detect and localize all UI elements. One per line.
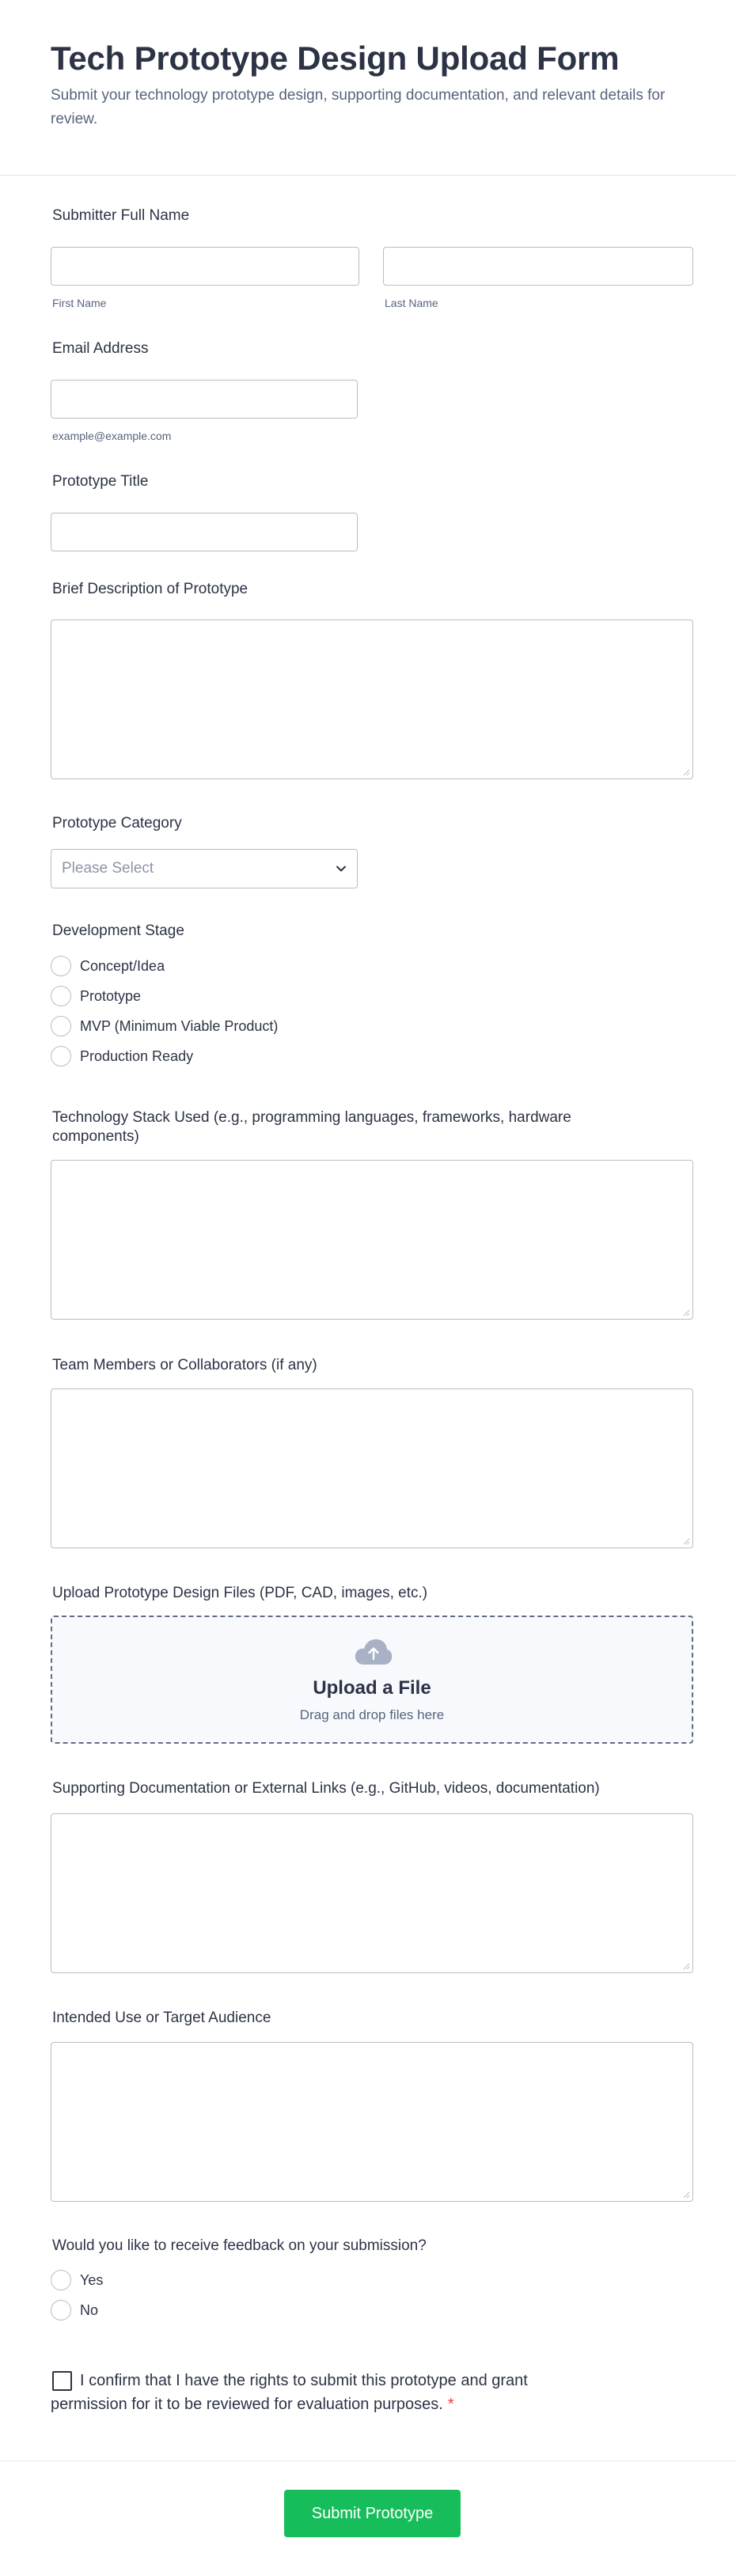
- last-name-sublabel: Last Name: [385, 297, 438, 309]
- supporting-docs-textarea[interactable]: [51, 1813, 693, 1973]
- category-select-value: Please Select: [62, 860, 154, 877]
- upload-title: Upload a File: [313, 1677, 431, 1699]
- category-label: Prototype Category: [52, 815, 182, 832]
- radio-label: MVP (Minimum Viable Product): [80, 1018, 279, 1034]
- email-sublabel: example@example.com: [52, 430, 172, 442]
- resize-grip-icon[interactable]: [682, 1537, 690, 1545]
- resize-grip-icon[interactable]: [682, 1962, 690, 1970]
- footer-divider: [0, 2460, 736, 2461]
- radio-label: No: [80, 2302, 99, 2318]
- description-textarea[interactable]: [51, 619, 693, 779]
- feedback-label: Would you like to receive feedback on your submission?: [52, 2237, 427, 2254]
- confirm-rights-label-line1: I confirm that I have the rights to submit this prototype and grant: [80, 2372, 528, 2389]
- tech-stack-label-line2: components): [52, 1128, 139, 1145]
- form-subtitle: Submit your technology prototype design, supporting documentation, and relevant details for review.: [51, 87, 666, 127]
- last-name-input[interactable]: [383, 247, 693, 286]
- prototype-title-label: Prototype Title: [52, 473, 149, 490]
- first-name-sublabel: First Name: [52, 297, 107, 309]
- required-mark: *: [447, 2396, 454, 2413]
- chevron-down-icon: [333, 861, 349, 877]
- description-label: Brief Description of Prototype: [52, 581, 248, 597]
- tech-stack-label-line1: Technology Stack Used (e.g., programming languages, frameworks, hardware: [52, 1109, 571, 1126]
- radio-button[interactable]: [51, 1016, 71, 1036]
- radio-button[interactable]: [51, 956, 71, 976]
- radio-label: Prototype: [80, 988, 142, 1004]
- form-header: [0, 0, 736, 176]
- team-members-textarea[interactable]: [51, 1388, 693, 1548]
- team-members-label: Team Members or Collaborators (if any): [52, 1357, 317, 1373]
- radio-button[interactable]: [51, 1046, 71, 1066]
- intended-use-textarea[interactable]: [51, 2042, 693, 2202]
- confirm-rights-label-line2: [51, 2396, 454, 2414]
- resize-grip-icon[interactable]: [682, 2191, 690, 2199]
- submitter-name-label: Submitter Full Name: [52, 207, 190, 224]
- supporting-docs-label: Supporting Documentation or External Links (e.g., GitHub, videos, documentation): [52, 1780, 600, 1797]
- radio-label: Yes: [80, 2272, 104, 2288]
- email-field[interactable]: [51, 380, 358, 419]
- file-upload-dropzone[interactable]: [51, 1616, 693, 1744]
- development-stage-label: Development Stage: [52, 922, 184, 939]
- submit-button[interactable]: Submit Prototype: [284, 2490, 461, 2537]
- tech-stack-textarea[interactable]: [51, 1160, 693, 1320]
- radio-label: Production Ready: [80, 1048, 194, 1064]
- first-name-input[interactable]: [51, 247, 359, 286]
- upload-label: Upload Prototype Design Files (PDF, CAD, images, etc.): [52, 1585, 428, 1601]
- radio-button[interactable]: [51, 2300, 71, 2320]
- cloud-upload-icon: [354, 1638, 393, 1666]
- upload-hint: Drag and drop files here: [299, 1707, 445, 1722]
- email-label: Email Address: [52, 340, 149, 357]
- category-select[interactable]: [51, 849, 358, 888]
- radio-button[interactable]: [51, 2270, 71, 2290]
- radio-button[interactable]: [51, 986, 71, 1006]
- resize-grip-icon[interactable]: [682, 768, 690, 776]
- prototype-title-input[interactable]: [51, 513, 358, 551]
- radio-label: Concept/Idea: [80, 958, 165, 974]
- form-title: Tech Prototype Design Upload Form: [51, 40, 620, 77]
- confirm-rights-label-text: permission for it to be reviewed for evaluation purposes.: [51, 2396, 443, 2413]
- intended-use-label: Intended Use or Target Audience: [52, 2010, 271, 2026]
- resize-grip-icon[interactable]: [682, 1309, 690, 1316]
- confirm-rights-checkbox[interactable]: [52, 2371, 72, 2391]
